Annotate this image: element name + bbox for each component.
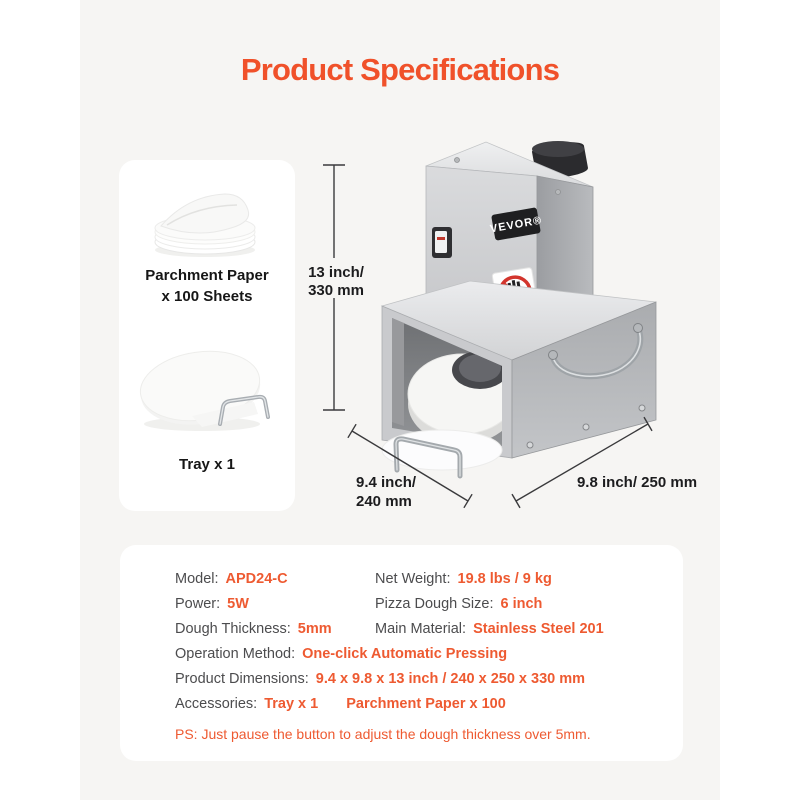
motor-cylinder (532, 141, 584, 157)
spec-row (175, 667, 655, 692)
spec-label: Net Weight: (375, 571, 451, 587)
spec-row (175, 617, 655, 642)
spec-value: APD24-C (225, 571, 288, 587)
spec-value: One-click Automatic Pressing (302, 646, 508, 662)
spec-value: 6 inch (500, 596, 543, 612)
spec-label: Power: (175, 596, 221, 612)
spec-row (175, 642, 655, 667)
screw-icon (556, 190, 561, 195)
spec-label: Dough Thickness: (175, 621, 291, 637)
machine-base (382, 281, 656, 476)
spec-row (175, 592, 655, 617)
rivet-icon (583, 424, 589, 430)
tray-image (132, 344, 282, 439)
ps-note: PS: Just pause the button to adjust the dough thickness over 5mm. (175, 726, 591, 742)
spec-value: Tray x 1 (264, 696, 319, 712)
page-title: Product Specifications (240, 52, 560, 87)
height-dimension-label-line2: 330 mm (308, 282, 364, 299)
spec-value: 5W (227, 596, 249, 612)
tray-caption: Tray x 1 (179, 456, 235, 473)
rivet-icon (639, 405, 645, 411)
product-image (300, 138, 710, 518)
spec-row (175, 567, 655, 592)
parchment-caption (119, 265, 295, 307)
spec-value: Stainless Steel 201 (473, 621, 604, 637)
parchment-paper-image (147, 184, 267, 264)
spec-row (175, 692, 655, 717)
spec-label: Operation Method: (175, 646, 296, 662)
spec-value: 5mm (297, 621, 332, 637)
parchment-caption-line1: Parchment Paper (145, 267, 269, 284)
spec-label: Product Dimensions: (175, 671, 309, 687)
specs-card (120, 545, 683, 761)
accessories-card (119, 160, 295, 511)
spec-value: Parchment Paper x 100 (346, 696, 506, 712)
depth-dimension-label-line1: 9.4 inch/ (356, 474, 417, 491)
spec-label: Model: (175, 571, 219, 587)
spec-label: Main Material: (375, 621, 467, 637)
parchment-caption-line2: x 100 Sheets (161, 288, 253, 305)
spec-value: 9.4 x 9.8 x 13 inch / 240 x 250 x 330 mm (315, 671, 586, 687)
spec-label: Accessories: (175, 696, 258, 712)
front-tray (382, 430, 502, 476)
spec-value: 19.8 lbs / 9 kg (457, 571, 552, 587)
spec-label: Pizza Dough Size: (375, 596, 494, 612)
screw-icon (455, 158, 460, 163)
width-dimension-label: 9.8 inch/ 250 mm (576, 474, 698, 491)
rivet-icon (527, 442, 533, 448)
power-switch (432, 227, 452, 258)
height-dimension-label-line1: 13 inch/ (308, 264, 364, 281)
brand-label-text: VEVOR® (489, 214, 544, 236)
depth-dimension-label-line2: 240 mm (356, 493, 412, 510)
